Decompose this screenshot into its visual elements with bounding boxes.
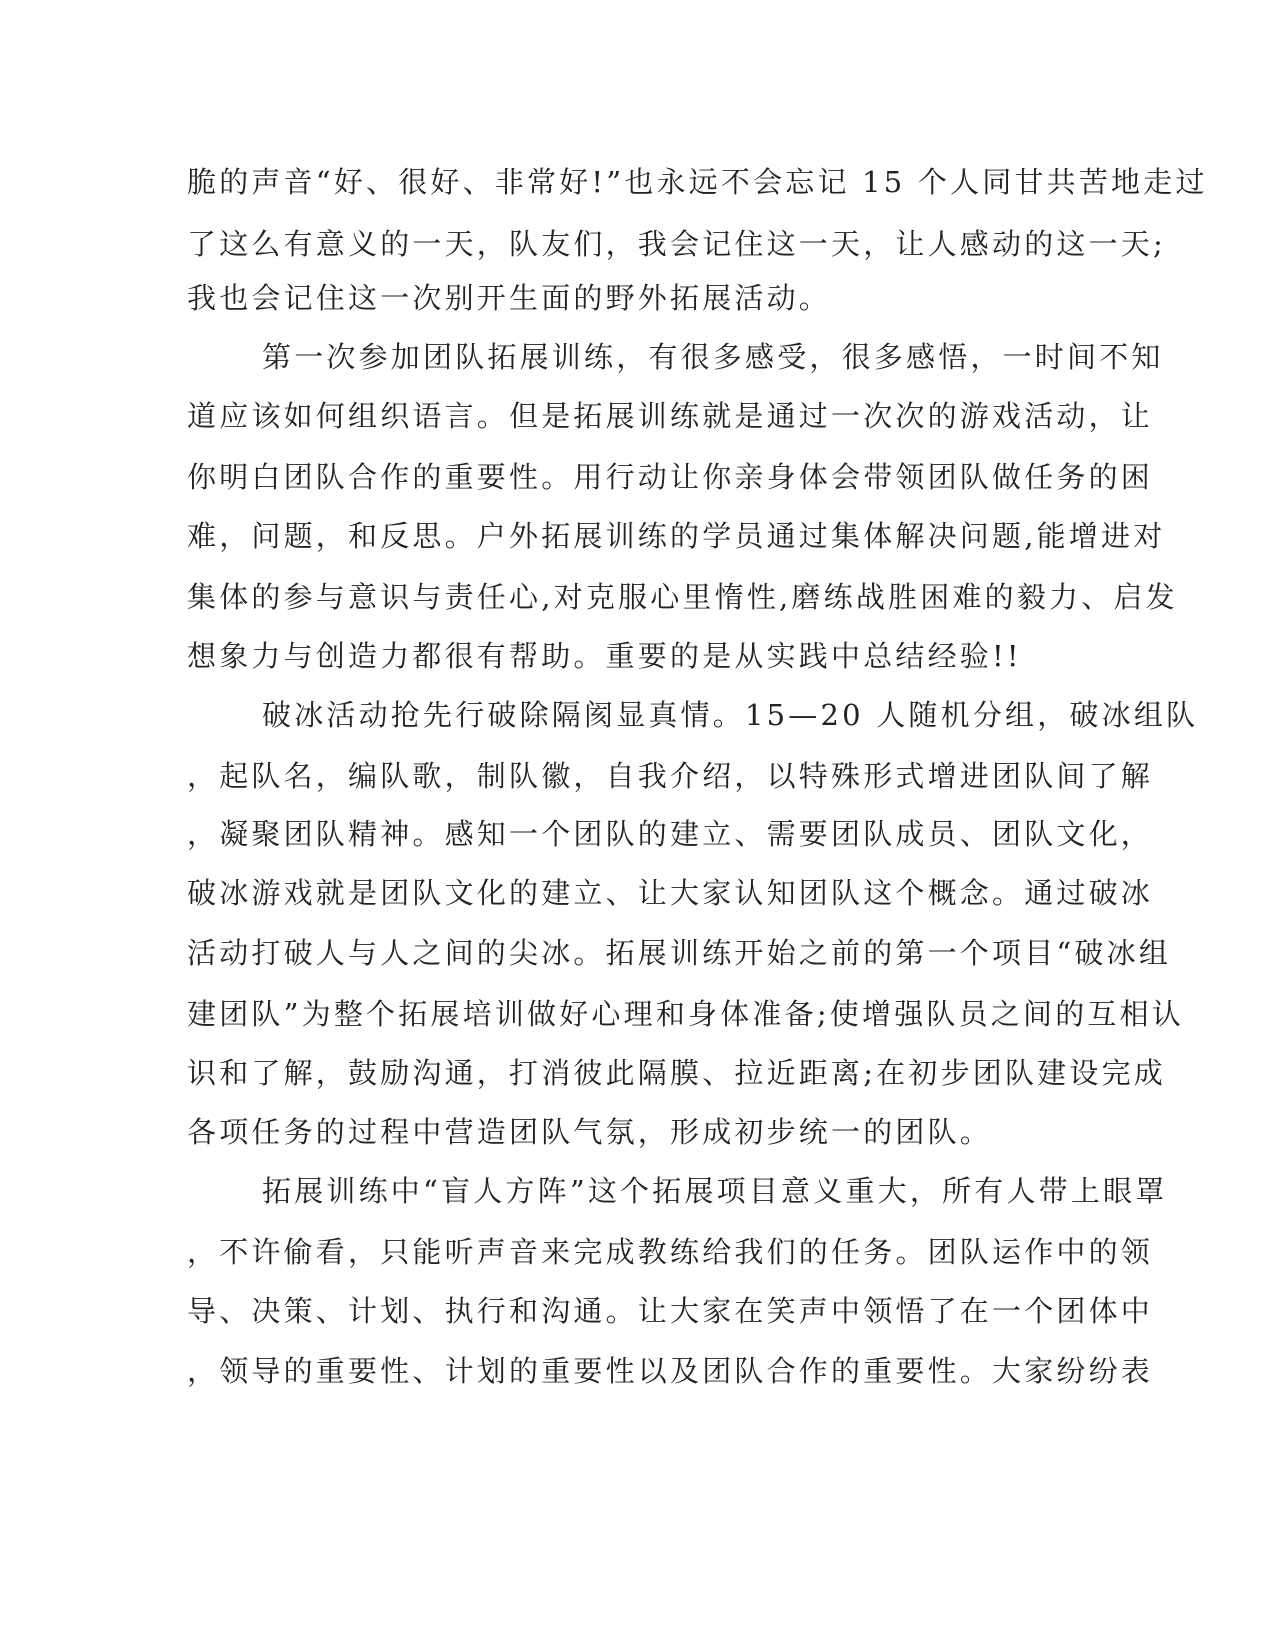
text-line-7: 难，问题，和反思。户外拓展训练的学员通过集体解决问题,能增进对: [187, 519, 1166, 553]
text-line-14: 活动打破人与人之间的尖冰。拓展训练开始之前的第一个项目“破冰组: [187, 936, 1172, 970]
text-line-19: ，不许偷看，只能听声音来完成教练给我们的任务。团队运作中的领: [187, 1235, 1154, 1269]
text-line-12: ，凝聚团队精神。感知一个团队的建立、需要团队成员、团队文化，: [187, 817, 1154, 851]
text-line-8: 集体的参与意识与责任心,对克服心里惰性,磨练战胜困难的毅力、启发: [187, 580, 1178, 614]
text-line-21: ，领导的重要性、计划的重要性以及团队合作的重要性。大家纷纷表: [187, 1354, 1154, 1388]
text-line-15: 建团队”为整个拓展培训做好心理和身体准备;使增强队员之间的互相认: [187, 997, 1184, 1031]
text-line-17: 各项任务的过程中营造团队气氛，形成初步统一的团队。: [187, 1115, 993, 1149]
paragraph-2-line-1: 第一次参加团队拓展训练，有很多感受，很多感悟，一时间不知: [262, 340, 1164, 374]
text-line-13: 破冰游戏就是团队文化的建立、让大家认知团队这个概念。通过破冰: [187, 876, 1154, 910]
text-line-16: 识和了解，鼓励沟通，打消彼此隔膜、拉近距离;在初步团队建设完成: [187, 1056, 1166, 1090]
paragraph-3-line-1: 破冰活动抢先行破除隔阂显真情。15—20 人随机分组，破冰组队: [262, 698, 1199, 732]
text-line-1: 脆的声音“好、很好、非常好!”也永远不会忘记 15 个人同甘共苦地走过: [187, 165, 1208, 199]
text-line-2: 了这么有意义的一天，队友们，我会记住这一天，让人感动的这一天;: [187, 227, 1166, 261]
text-line-3: 我也会记住这一次别开生面的野外拓展活动。: [187, 281, 832, 315]
text-line-6: 你明白团队合作的重要性。用行动让你亲身体会带领团队做任务的困: [187, 460, 1154, 494]
text-line-5: 道应该如何组织语言。但是拓展训练就是通过一次次的游戏活动，让: [187, 399, 1154, 433]
paragraph-4-line-1: 拓展训练中“盲人方阵”这个拓展项目意义重大，所有人带上眼罩: [262, 1174, 1168, 1208]
text-line-20: 导、决策、计划、执行和沟通。让大家在笑声中领悟了在一个团体中: [187, 1294, 1154, 1328]
text-line-9: 想象力与创造力都很有帮助。重要的是从实践中总结经验!!: [187, 639, 1022, 673]
text-line-11: ，起队名，编队歌，制队徽，自我介绍，以特殊形式增进团队间了解: [187, 759, 1154, 793]
